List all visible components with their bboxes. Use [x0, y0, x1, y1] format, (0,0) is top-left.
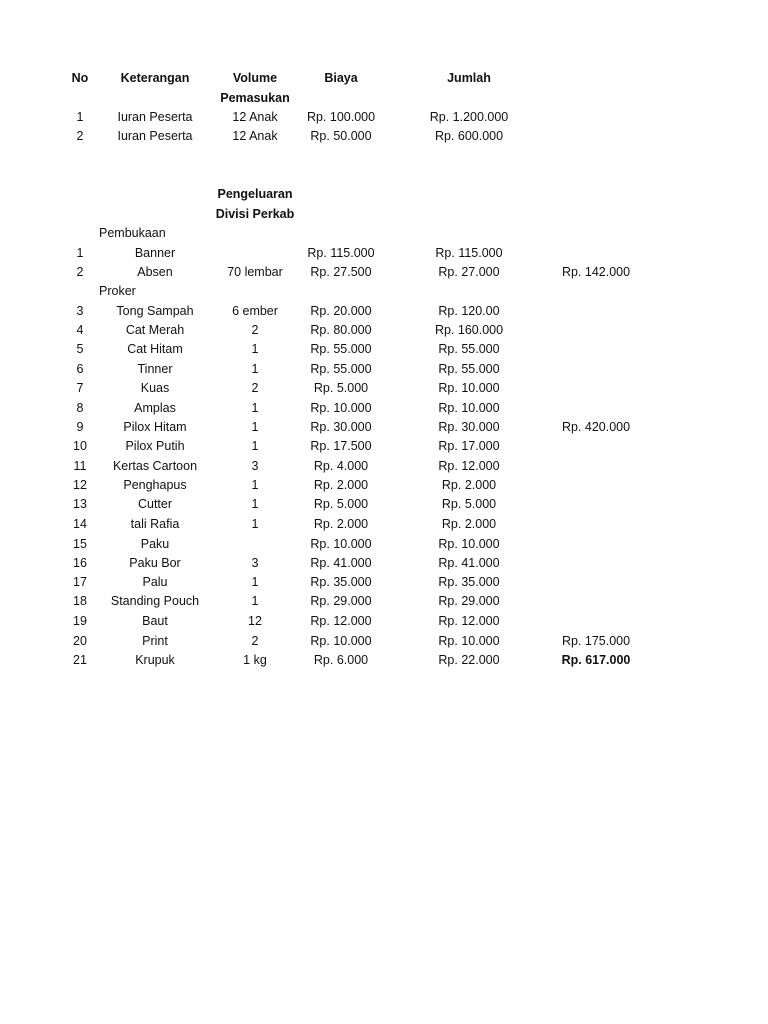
grand-total: Rp. 617.000 — [561, 653, 631, 667]
row-keterangan: Penghapus — [123, 478, 187, 492]
row-no: 20 — [73, 634, 87, 648]
row-no: 2 — [76, 265, 84, 279]
row-no: 18 — [73, 594, 87, 608]
row-volume: 1 — [251, 478, 259, 492]
row-volume: 1 — [251, 420, 259, 434]
row-no: 2 — [76, 129, 84, 143]
section-pembukaan: Pembukaan — [99, 226, 166, 240]
row-biaya: Rp. 10.000 — [310, 401, 372, 415]
table-row — [0, 573, 768, 592]
row-jumlah: Rp. 55.000 — [438, 362, 500, 376]
row-jumlah: Rp. 2.000 — [441, 478, 497, 492]
row-keterangan: Banner — [134, 246, 176, 260]
row-total: Rp. 175.000 — [561, 634, 631, 648]
row-jumlah: Rp. 10.000 — [438, 381, 500, 395]
row-no: 11 — [73, 459, 87, 473]
row-volume: 1 — [251, 342, 259, 356]
row-no: 5 — [76, 342, 84, 356]
table-row — [0, 244, 768, 263]
row-no: 15 — [73, 537, 87, 551]
section-proker: Proker — [99, 284, 136, 298]
row-no: 9 — [76, 420, 84, 434]
row-jumlah: Rp. 160.000 — [434, 323, 504, 337]
row-keterangan: Print — [142, 634, 168, 648]
row-biaya: Rp. 17.500 — [310, 439, 372, 453]
row-keterangan: Iuran Peserta — [117, 110, 193, 124]
table-row — [0, 632, 768, 651]
row-volume: 1 — [251, 497, 259, 511]
header-no: No — [71, 71, 89, 85]
table-row — [0, 457, 768, 476]
row-biaya: Rp. 80.000 — [310, 323, 372, 337]
header-jumlah: Jumlah — [447, 71, 491, 85]
row-jumlah: Rp. 55.000 — [438, 342, 500, 356]
header-biaya: Biaya — [324, 71, 358, 85]
row-jumlah: Rp. 1.200.000 — [429, 110, 509, 124]
row-volume: 12 Anak — [232, 110, 278, 124]
header-volume: Volume — [232, 71, 278, 85]
row-no: 1 — [76, 110, 84, 124]
table-row — [0, 399, 768, 418]
pengeluaran-subtitle: Divisi Perkab — [215, 207, 295, 221]
table-row — [0, 263, 768, 282]
section-proker-row — [0, 282, 768, 301]
row-keterangan: Pilox Putih — [125, 439, 185, 453]
row-jumlah: Rp. 41.000 — [438, 556, 500, 570]
table-row — [0, 554, 768, 573]
table-row — [0, 340, 768, 359]
row-biaya: Rp. 12.000 — [310, 614, 372, 628]
row-no: 1 — [76, 246, 84, 260]
row-no: 4 — [76, 323, 84, 337]
row-volume: 1 — [251, 362, 259, 376]
table-row — [0, 651, 768, 670]
row-no: 21 — [73, 653, 87, 667]
row-keterangan: Kertas Cartoon — [112, 459, 198, 473]
row-biaya: Rp. 2.000 — [313, 517, 369, 531]
row-keterangan: Baut — [142, 614, 168, 628]
row-biaya: Rp. 55.000 — [310, 342, 372, 356]
table-row — [0, 379, 768, 398]
table-row — [0, 302, 768, 321]
row-biaya: Rp. 41.000 — [310, 556, 372, 570]
row-volume: 1 — [251, 439, 259, 453]
table-row — [0, 321, 768, 340]
row-keterangan: Paku — [140, 537, 170, 551]
row-keterangan: Tinner — [137, 362, 173, 376]
row-no: 19 — [73, 614, 87, 628]
table-row — [0, 437, 768, 456]
row-biaya: Rp. 10.000 — [310, 537, 372, 551]
row-jumlah: Rp. 29.000 — [438, 594, 500, 608]
row-biaya: Rp. 5.000 — [313, 381, 369, 395]
row-jumlah: Rp. 27.000 — [438, 265, 500, 279]
table-row — [0, 495, 768, 514]
row-jumlah: Rp. 17.000 — [438, 439, 500, 453]
row-volume: 3 — [251, 556, 259, 570]
row-keterangan: Amplas — [134, 401, 176, 415]
table-row — [0, 360, 768, 379]
row-total: Rp. 420.000 — [561, 420, 631, 434]
row-biaya: Rp. 10.000 — [310, 634, 372, 648]
row-no: 10 — [73, 439, 87, 453]
table-row — [0, 127, 768, 146]
row-volume: 1 — [251, 575, 259, 589]
row-jumlah: Rp. 30.000 — [438, 420, 500, 434]
table-row — [0, 612, 768, 631]
pengeluaran-title: Pengeluaran — [217, 187, 293, 201]
table-row — [0, 108, 768, 127]
row-biaya: Rp. 30.000 — [310, 420, 372, 434]
table-row — [0, 476, 768, 495]
row-no: 7 — [76, 381, 84, 395]
table-row — [0, 592, 768, 611]
row-no: 3 — [76, 304, 84, 318]
row-keterangan: Krupuk — [135, 653, 175, 667]
row-keterangan: Cat Merah — [125, 323, 185, 337]
pemasukan-title-row — [0, 89, 768, 108]
row-biaya: Rp. 20.000 — [310, 304, 372, 318]
row-keterangan: Palu — [142, 575, 168, 589]
row-keterangan: Tong Sampah — [116, 304, 194, 318]
row-jumlah: Rp. 600.000 — [434, 129, 504, 143]
row-biaya: Rp. 27.500 — [310, 265, 372, 279]
row-jumlah: Rp. 12.000 — [438, 614, 500, 628]
row-biaya: Rp. 2.000 — [313, 478, 369, 492]
row-jumlah: Rp. 12.000 — [438, 459, 500, 473]
row-keterangan: Standing Pouch — [110, 594, 200, 608]
row-jumlah: Rp. 115.000 — [435, 246, 503, 260]
row-jumlah: Rp. 120.00 — [438, 304, 500, 318]
row-volume: 1 — [251, 594, 259, 608]
row-volume: 70 lembar — [227, 265, 283, 279]
row-volume: 12 — [248, 614, 262, 628]
row-keterangan: Iuran Peserta — [117, 129, 193, 143]
row-volume: 2 — [251, 634, 259, 648]
table-row — [0, 535, 768, 554]
row-jumlah: Rp. 10.000 — [438, 401, 500, 415]
row-jumlah: Rp. 22.000 — [438, 653, 500, 667]
header-keterangan: Keterangan — [120, 71, 190, 85]
section-pembukaan-row — [0, 224, 768, 243]
row-biaya: Rp. 50.000 — [310, 129, 372, 143]
row-keterangan: Paku Bor — [129, 556, 181, 570]
row-biaya: Rp. 4.000 — [313, 459, 369, 473]
row-no: 8 — [76, 401, 84, 415]
row-keterangan: tali Rafia — [130, 517, 180, 531]
row-volume: 1 kg — [243, 653, 267, 667]
row-volume: 2 — [251, 323, 259, 337]
row-jumlah: Rp. 5.000 — [441, 497, 497, 511]
row-volume: 1 — [251, 401, 259, 415]
row-jumlah: Rp. 10.000 — [438, 537, 500, 551]
row-biaya: Rp. 29.000 — [310, 594, 372, 608]
pengeluaran-title-row-2 — [0, 205, 768, 224]
table-header — [0, 69, 768, 88]
table-row — [0, 515, 768, 534]
row-keterangan: Absen — [137, 265, 173, 279]
row-no: 12 — [73, 478, 87, 492]
row-volume: 3 — [251, 459, 259, 473]
row-volume: 1 — [251, 517, 259, 531]
row-keterangan: Cutter — [137, 497, 173, 511]
row-no: 14 — [73, 517, 87, 531]
row-no: 6 — [76, 362, 84, 376]
table-row — [0, 418, 768, 437]
row-biaya: Rp. 55.000 — [310, 362, 372, 376]
pemasukan-title: Pemasukan — [220, 91, 290, 105]
row-total: Rp. 142.000 — [561, 265, 631, 279]
row-jumlah: Rp. 2.000 — [441, 517, 497, 531]
row-volume: 2 — [251, 381, 259, 395]
row-biaya: Rp. 100.000 — [306, 110, 376, 124]
row-no: 13 — [73, 497, 87, 511]
row-keterangan: Kuas — [140, 381, 170, 395]
pengeluaran-title-row-1 — [0, 185, 768, 204]
row-no: 16 — [73, 556, 87, 570]
row-jumlah: Rp. 35.000 — [438, 575, 500, 589]
row-no: 17 — [73, 575, 87, 589]
row-volume: 6 ember — [232, 304, 278, 318]
row-jumlah: Rp. 10.000 — [438, 634, 500, 648]
row-biaya: Rp. 5.000 — [313, 497, 369, 511]
row-keterangan: Cat Hitam — [127, 342, 183, 356]
row-volume: 12 Anak — [232, 129, 278, 143]
row-biaya: Rp. 6.000 — [313, 653, 369, 667]
row-biaya: Rp. 35.000 — [310, 575, 372, 589]
row-keterangan: Pilox Hitam — [123, 420, 187, 434]
row-biaya: Rp. 115.000 — [307, 246, 375, 260]
